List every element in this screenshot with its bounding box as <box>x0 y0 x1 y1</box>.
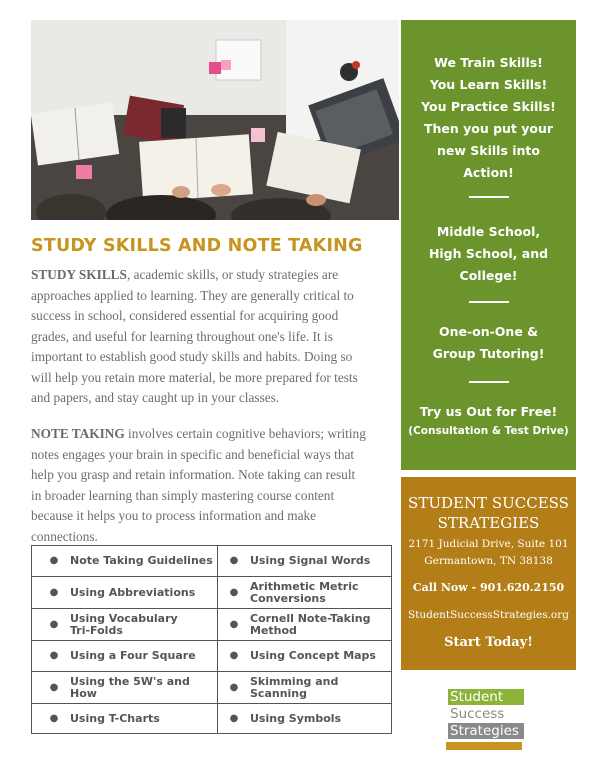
text-line: approaches applied to learning. They are generally critical to <box>31 287 354 303</box>
bullet-icon: ● <box>229 650 239 661</box>
bullet-icon: ● <box>49 618 59 630</box>
website-link[interactable]: StudentSuccessStrategies.org <box>407 609 569 621</box>
topic-label: Using Symbols <box>250 711 342 725</box>
free-trial-line: Try us Out for Free! <box>419 404 558 419</box>
bullet-icon: ● <box>49 586 59 598</box>
bullet-icon: ● <box>49 650 59 661</box>
topic-cell <box>218 609 391 641</box>
divider <box>469 381 509 383</box>
tagline-line: We Train Skills! <box>434 55 543 70</box>
topic-cell <box>32 641 218 672</box>
study-skills-lead: STUDY SKILLS <box>31 267 127 282</box>
contact-panel <box>401 477 576 670</box>
topic-cell <box>218 577 391 609</box>
topic-cell <box>32 577 218 609</box>
tutoring-line: Group Tutoring! <box>432 346 545 361</box>
tagline-line: You Learn Skills! <box>429 77 548 92</box>
text-line: grades, and useful for learning throughout one's life. It is <box>31 328 333 344</box>
logo-word: Strategies <box>448 723 524 739</box>
levels-line: Middle School, <box>436 224 541 239</box>
tagline-line: new Skills into <box>437 143 540 158</box>
address-line: 2171 Judicial Drive, Suite 101 <box>408 538 569 550</box>
address-line: Germantown, TN 38138 <box>424 555 553 567</box>
note-taking-lead: NOTE TAKING <box>31 426 125 441</box>
topic-label: Using Abbreviations <box>70 585 196 599</box>
tagline-line: Action! <box>463 165 514 180</box>
text-line: will help you retain more material, be more prepared for tests <box>31 369 358 385</box>
divider <box>469 196 509 198</box>
topic-label: Using T-Charts <box>70 711 160 725</box>
topic-cell <box>218 641 391 672</box>
text-line: help you grasp and retain information. Note taking can result <box>31 467 356 482</box>
topics-table <box>31 545 392 734</box>
topic-label: Using Signal Words <box>250 554 371 567</box>
text-line: in broader learning than simply mastering course content <box>31 487 335 503</box>
note-taking-paragraph <box>31 424 391 547</box>
benefits-panel <box>401 20 576 470</box>
topic-cell <box>218 672 391 704</box>
topic-cell <box>218 546 391 577</box>
tutoring-line: One-on-One & <box>438 324 539 339</box>
text-line: important to establish good study skills and habits. Doing so <box>31 349 353 364</box>
topic-cell <box>32 609 218 641</box>
topic-cell <box>32 672 218 704</box>
topic-label: Using Vocabulary Tri-Folds <box>70 611 178 637</box>
topic-cell <box>32 704 218 733</box>
levels-line: College! <box>459 268 518 283</box>
company-logo <box>446 689 522 761</box>
topic-label: Note Taking Guidelines <box>70 554 213 567</box>
topic-label: Using the 5W's and How <box>70 674 190 700</box>
bullet-icon: ● <box>229 586 239 598</box>
bullet-icon: ● <box>49 681 59 693</box>
tagline-line: You Practice Skills! <box>421 99 556 114</box>
topic-cell <box>218 704 391 733</box>
topic-label: Using a Four Square <box>70 649 196 662</box>
study-skills-paragraph <box>31 265 391 409</box>
bullet-icon: ● <box>49 555 59 566</box>
logo-word: Student <box>448 689 524 705</box>
logo-word: Success <box>450 706 505 722</box>
study-desk-photo <box>31 20 399 220</box>
topic-label: Using Concept Maps <box>250 649 376 662</box>
topic-cell <box>32 546 218 577</box>
text-line: because it helps you to process information and make <box>31 508 317 523</box>
tagline-line: Then you put your <box>423 121 554 136</box>
topic-label: Skimming and Scanning <box>250 674 339 700</box>
text-line: notes engages your brain in specific and beneficial ways that <box>31 446 355 462</box>
company-name: STUDENT SUCCESS <box>408 494 569 512</box>
levels-line: High School, and <box>428 246 549 261</box>
bullet-icon: ● <box>229 712 239 724</box>
text-line: success in school, considered essential for acquiring good <box>31 308 339 323</box>
topic-label: Arithmetic Metric Conversions <box>250 579 359 605</box>
bullet-icon: ● <box>229 681 239 693</box>
text-line: connections. <box>31 528 98 544</box>
text-line: , academic skills, or study strategies are <box>126 267 339 282</box>
divider <box>469 301 509 303</box>
page-title: STUDY SKILLS AND NOTE TAKING <box>31 236 363 256</box>
text-line: involves certain cognitive behaviors; writing <box>124 426 366 441</box>
logo-underline <box>446 742 522 750</box>
bullet-icon: ● <box>229 618 239 630</box>
phone-link[interactable]: Call Now - 901.620.2150 <box>412 581 565 594</box>
bullet-icon: ● <box>49 712 59 724</box>
free-trial-note: (Consultation & Test Drive) <box>408 425 569 437</box>
text-line: and papers, and stay caught up in your classes. <box>31 390 280 405</box>
company-name: STRATEGIES <box>437 514 540 532</box>
start-today-cta: Start Today! <box>444 635 533 650</box>
bullet-icon: ● <box>229 555 239 566</box>
topic-label: Cornell Note-Taking Method <box>250 611 371 637</box>
